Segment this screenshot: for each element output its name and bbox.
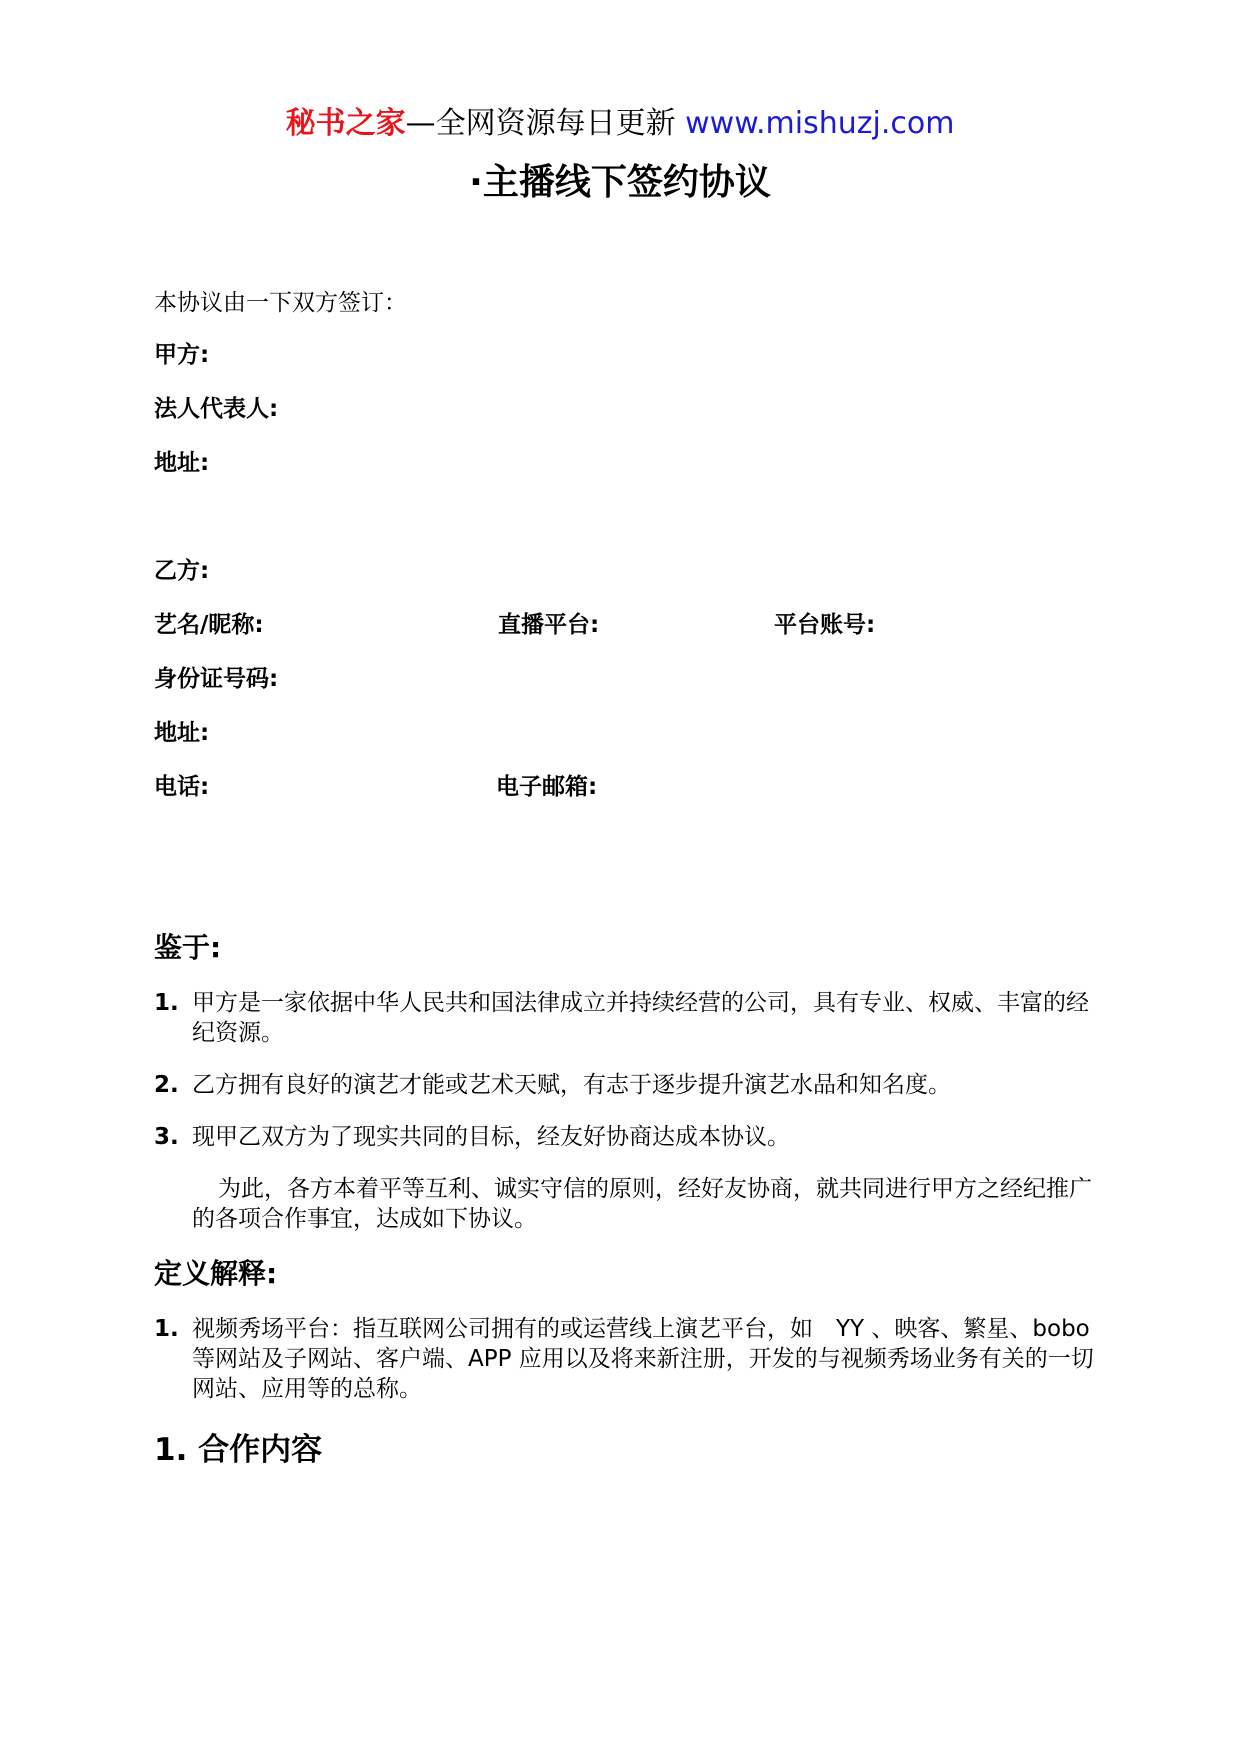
item-text: 现甲乙双方为了现实共同的目标，经友好协商达成本协议。 — [192, 1124, 790, 1150]
definition-item-1 — [154, 1314, 1113, 1404]
whereas-item-1 — [154, 988, 1094, 1048]
whereas-heading: 鉴于: — [154, 931, 222, 964]
party-b-stage-name-label: 艺名/昵称: — [154, 612, 264, 638]
item-number: 1. — [154, 1316, 179, 1342]
intro-line: 本协议由一下双方签订： — [154, 290, 407, 316]
party-a-legal-rep-label: 法人代表人: — [154, 396, 279, 422]
document-title: ·主播线下签约协议 — [469, 162, 771, 203]
item-text: 甲方是一家依据中华人民共和国法律成立并持续经营的公司，具有专业、权威、丰富的经纪资源。 — [192, 990, 1089, 1046]
item-number: 1. — [154, 990, 179, 1016]
party-b-account-label: 平台账号: — [774, 612, 876, 638]
brand-name: 秘书之家 — [285, 106, 406, 141]
item-number: 3. — [154, 1124, 179, 1150]
whereas-item-3 — [154, 1122, 1094, 1152]
whereas-item-2 — [154, 1070, 1094, 1100]
party-b-label: 乙方: — [154, 558, 210, 584]
whereas-paragraph: 为此，各方本着平等互利、诚实守信的原则，经好友协商，就共同进行甲方之经纪推广的各项合作事宜，达成如下协议。 — [192, 1176, 1092, 1232]
definitions-heading: 定义解释: — [154, 1257, 278, 1290]
section-1-heading: 1. 合作内容 — [154, 1432, 323, 1468]
item-number: 2. — [154, 1072, 179, 1098]
party-b-email-label: 电子邮箱: — [496, 774, 598, 800]
party-b-id-number-label: 身份证号码: — [154, 666, 279, 692]
item-text: 乙方拥有良好的演艺才能或艺术天赋，有志于逐步提升演艺水品和知名度。 — [192, 1072, 951, 1098]
party-a-address-label: 地址: — [154, 450, 210, 476]
banner-url-link[interactable]: www.mishuzj.com — [685, 106, 955, 141]
item-text: 视频秀场平台：指互联网公司拥有的或运营线上演艺平台，如 YY 、映客、繁星、bobo 等网站及子网站、客户端、APP 应用以及将来新注册，开发的与视频秀场业务有关的一切网站、应用等的总称。 — [192, 1316, 1113, 1402]
party-a-label: 甲方: — [154, 342, 210, 368]
party-b-address-label: 地址: — [154, 720, 210, 746]
party-b-phone-label: 电话: — [154, 774, 210, 800]
site-banner — [0, 104, 1240, 144]
party-b-platform-label: 直播平台: — [498, 612, 600, 638]
banner-tagline: —全网资源每日更新 — [405, 106, 676, 141]
